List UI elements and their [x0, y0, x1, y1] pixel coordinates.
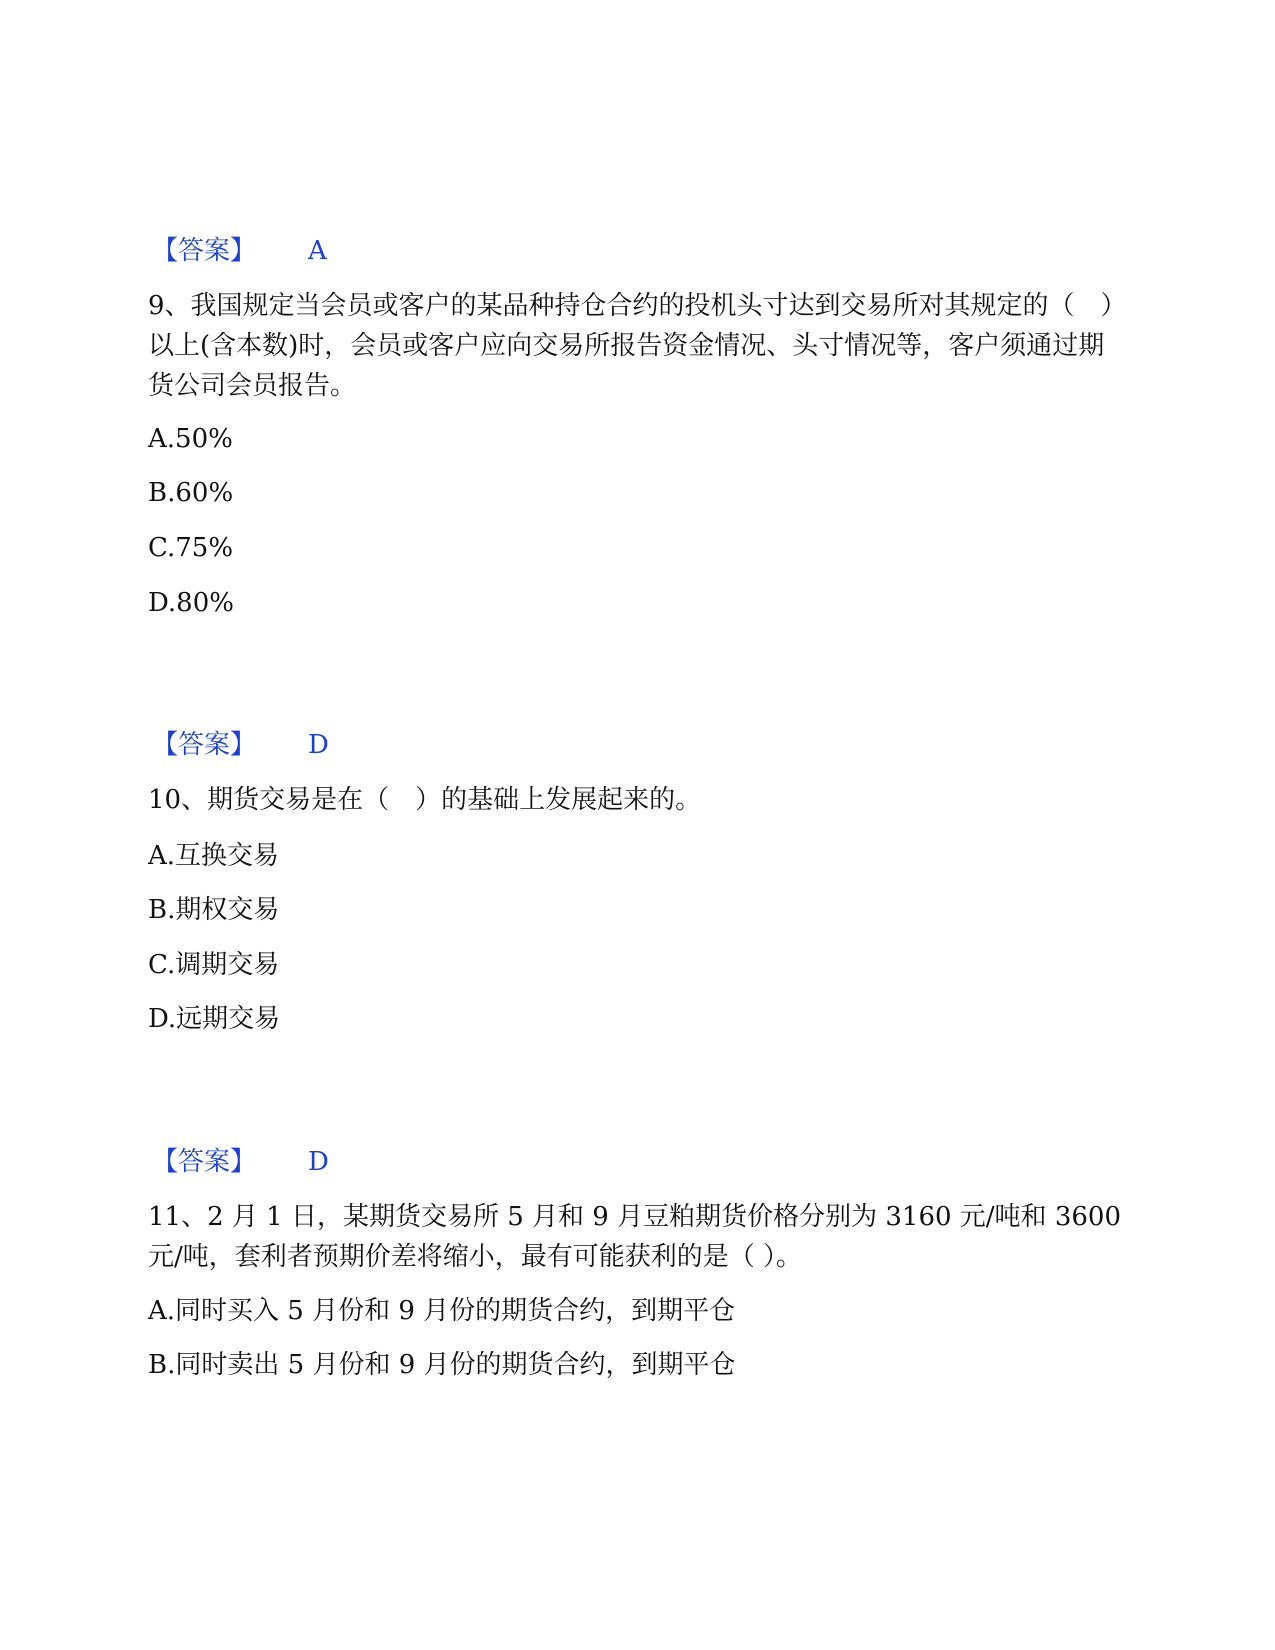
question-9-text: 9、我国规定当会员或客户的某品种持仓合约的投机头寸达到交易所对其规定的（ ）以上(含本数)时，会员或客户应向交易所报告资金情况、头寸情况等，客户须通过期货公司会员报告。: [148, 291, 1127, 401]
answer-label: 【答案】: [152, 1147, 257, 1177]
question-10-option-d: D.远期交易: [148, 1004, 281, 1034]
answer-line-q8: [152, 236, 327, 266]
answer-label: 【答案】: [152, 236, 257, 266]
question-9-option-b: B.60%: [148, 478, 234, 508]
answer-label: 【答案】: [152, 730, 257, 760]
question-11-option-a: A.同时买入 5 月份和 9 月份的期货合约，到期平仓: [148, 1296, 736, 1326]
answer-line-q10: [152, 1147, 329, 1177]
answer-value: A: [308, 236, 327, 266]
question-10-option-b: B.期权交易: [148, 895, 280, 925]
question-9-option-a: A.50%: [148, 424, 233, 454]
question-10-text: 10、期货交易是在（ ）的基础上发展起来的。: [148, 785, 702, 815]
question-11-option-b: B.同时卖出 5 月份和 9 月份的期货合约，到期平仓: [148, 1350, 736, 1380]
question-10-option-c: C.调期交易: [148, 950, 280, 980]
question-9-option-d: D.80%: [148, 588, 234, 618]
question-10-option-a: A.互换交易: [148, 841, 280, 871]
answer-line-q9: [152, 730, 329, 760]
answer-value: D: [308, 1147, 329, 1177]
answer-value: D: [308, 730, 329, 760]
question-11-text: 11、2 月 1 日，某期货交易所 5 月和 9 月豆粕期货价格分别为 3160 元/吨和 3600 元/吨，套利者预期价差将缩小，最有可能获利的是（ ）。: [148, 1202, 1121, 1272]
question-9-option-c: C.75%: [148, 533, 234, 563]
